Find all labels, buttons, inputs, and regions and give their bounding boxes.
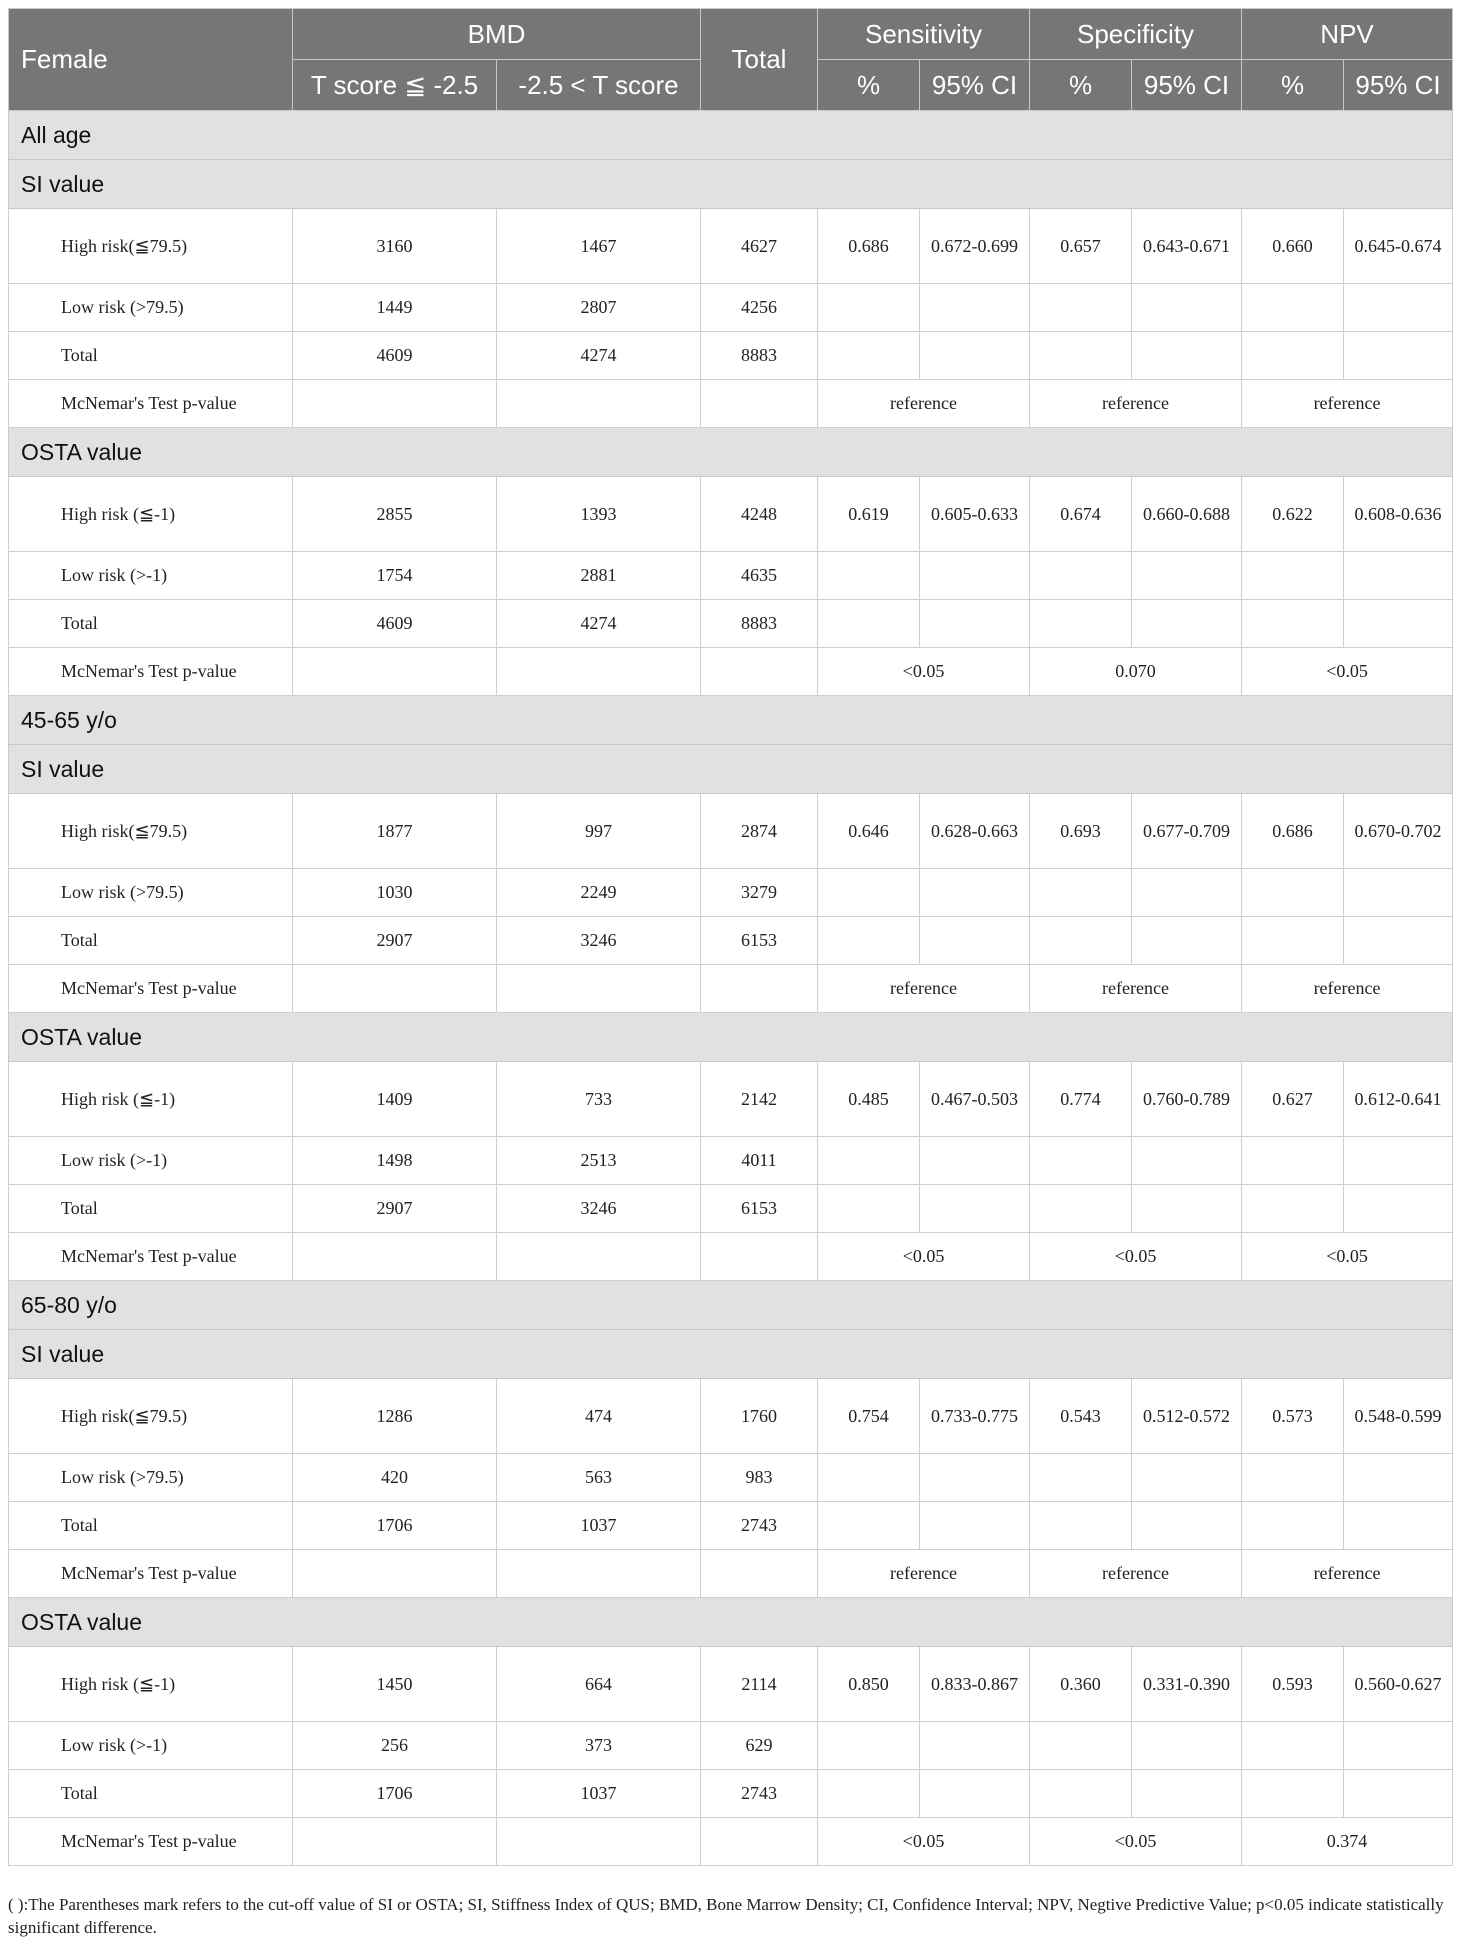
cell-pvalue-npv: <0.05 xyxy=(1242,648,1453,696)
table-body xyxy=(9,111,1453,1866)
cell-sensitivity-ci: 0.467-0.503 xyxy=(920,1062,1030,1137)
table-row xyxy=(9,209,1453,284)
row-label: Low risk (>79.5) xyxy=(9,284,293,332)
cell-empty xyxy=(818,332,920,380)
cell-bmd-t-high: 733 xyxy=(497,1062,701,1137)
cell-npv-pct: 0.573 xyxy=(1242,1379,1344,1454)
cell-empty xyxy=(818,917,920,965)
cell-sensitivity-ci: 0.833-0.867 xyxy=(920,1647,1030,1722)
header-specificity: Specificity xyxy=(1030,9,1242,60)
cell-empty xyxy=(701,1550,818,1598)
cell-empty xyxy=(701,965,818,1013)
results-table-container xyxy=(8,8,1452,1866)
table-row xyxy=(9,965,1453,1013)
row-label: Total xyxy=(9,332,293,380)
cell-npv-pct: 0.686 xyxy=(1242,794,1344,869)
subsection-header xyxy=(9,1013,1453,1062)
cell-empty xyxy=(293,1233,497,1281)
cell-empty xyxy=(293,1818,497,1866)
cell-bmd-t-low: 420 xyxy=(293,1454,497,1502)
cell-pvalue-specificity: reference xyxy=(1030,380,1242,428)
cell-pvalue-specificity: reference xyxy=(1030,1550,1242,1598)
header-npv: NPV xyxy=(1242,9,1453,60)
cell-empty xyxy=(1344,1185,1453,1233)
cell-specificity-pct: 0.360 xyxy=(1030,1647,1132,1722)
row-label: Low risk (>-1) xyxy=(9,1137,293,1185)
cell-empty xyxy=(818,1722,920,1770)
cell-bmd-t-low: 1030 xyxy=(293,869,497,917)
cell-bmd-t-high: 664 xyxy=(497,1647,701,1722)
subsection-title: OSTA value xyxy=(9,428,1453,477)
cell-bmd-t-low: 2907 xyxy=(293,1185,497,1233)
cell-empty xyxy=(818,1185,920,1233)
cell-bmd-t-low: 1449 xyxy=(293,284,497,332)
cell-npv-ci: 0.608-0.636 xyxy=(1344,477,1453,552)
cell-bmd-t-high: 474 xyxy=(497,1379,701,1454)
header-npv-pct: % xyxy=(1242,60,1344,111)
cell-empty xyxy=(497,1550,701,1598)
cell-empty xyxy=(1242,552,1344,600)
row-label: Total xyxy=(9,1770,293,1818)
cell-specificity-pct: 0.657 xyxy=(1030,209,1132,284)
cell-bmd-t-high: 1037 xyxy=(497,1502,701,1550)
table-row xyxy=(9,332,1453,380)
cell-empty xyxy=(1132,869,1242,917)
cell-empty xyxy=(1030,1502,1132,1550)
section-title: 65-80 y/o xyxy=(9,1281,1453,1330)
header-t-score-high: -2.5 < T score xyxy=(497,60,701,111)
cell-npv-pct: 0.593 xyxy=(1242,1647,1344,1722)
cell-total: 8883 xyxy=(701,332,818,380)
cell-pvalue-sensitivity: <0.05 xyxy=(818,1818,1030,1866)
table-row xyxy=(9,1647,1453,1722)
cell-sensitivity-pct: 0.646 xyxy=(818,794,920,869)
cell-empty xyxy=(701,648,818,696)
cell-sensitivity-ci: 0.672-0.699 xyxy=(920,209,1030,284)
row-label: High risk(≦79.5) xyxy=(9,794,293,869)
cell-empty xyxy=(1242,1185,1344,1233)
section-header xyxy=(9,696,1453,745)
cell-empty xyxy=(1344,552,1453,600)
subsection-title: OSTA value xyxy=(9,1598,1453,1647)
cell-pvalue-specificity: 0.070 xyxy=(1030,648,1242,696)
cell-empty xyxy=(920,332,1030,380)
cell-pvalue-sensitivity: reference xyxy=(818,380,1030,428)
cell-empty xyxy=(818,284,920,332)
cell-total: 4011 xyxy=(701,1137,818,1185)
cell-empty xyxy=(1132,1722,1242,1770)
section-title: 45-65 y/o xyxy=(9,696,1453,745)
subsection-header xyxy=(9,1598,1453,1647)
cell-bmd-t-low: 1754 xyxy=(293,552,497,600)
cell-bmd-t-low: 3160 xyxy=(293,209,497,284)
cell-empty xyxy=(1344,1722,1453,1770)
cell-empty xyxy=(1132,332,1242,380)
subsection-header xyxy=(9,1330,1453,1379)
cell-total: 4256 xyxy=(701,284,818,332)
cell-empty xyxy=(818,1137,920,1185)
cell-empty xyxy=(293,1550,497,1598)
cell-bmd-t-high: 2513 xyxy=(497,1137,701,1185)
cell-pvalue-npv: reference xyxy=(1242,965,1453,1013)
cell-pvalue-npv: reference xyxy=(1242,380,1453,428)
cell-empty xyxy=(1242,284,1344,332)
cell-bmd-t-low: 256 xyxy=(293,1722,497,1770)
cell-total: 2743 xyxy=(701,1502,818,1550)
cell-sensitivity-ci: 0.628-0.663 xyxy=(920,794,1030,869)
cell-empty xyxy=(1030,1770,1132,1818)
cell-specificity-ci: 0.512-0.572 xyxy=(1132,1379,1242,1454)
cell-total: 2743 xyxy=(701,1770,818,1818)
cell-empty xyxy=(818,552,920,600)
cell-total: 629 xyxy=(701,1722,818,1770)
cell-pvalue-specificity: <0.05 xyxy=(1030,1818,1242,1866)
header-sensitivity-ci: 95% CI xyxy=(920,60,1030,111)
cell-npv-ci: 0.645-0.674 xyxy=(1344,209,1453,284)
cell-empty xyxy=(920,1502,1030,1550)
cell-empty xyxy=(701,1818,818,1866)
cell-bmd-t-low: 4609 xyxy=(293,332,497,380)
row-label: McNemar's Test p-value xyxy=(9,965,293,1013)
cell-bmd-t-high: 1393 xyxy=(497,477,701,552)
cell-sensitivity-pct: 0.850 xyxy=(818,1647,920,1722)
cell-total: 3279 xyxy=(701,869,818,917)
cell-empty xyxy=(293,965,497,1013)
cell-bmd-t-high: 1037 xyxy=(497,1770,701,1818)
cell-pvalue-npv: <0.05 xyxy=(1242,1233,1453,1281)
cell-empty xyxy=(1030,869,1132,917)
cell-pvalue-sensitivity: reference xyxy=(818,965,1030,1013)
cell-empty xyxy=(920,1454,1030,1502)
cell-empty xyxy=(497,1233,701,1281)
cell-npv-ci: 0.560-0.627 xyxy=(1344,1647,1453,1722)
table-row xyxy=(9,284,1453,332)
cell-empty xyxy=(1030,284,1132,332)
cell-bmd-t-low: 1877 xyxy=(293,794,497,869)
cell-empty xyxy=(1132,552,1242,600)
subsection-header xyxy=(9,745,1453,794)
cell-empty xyxy=(1344,332,1453,380)
cell-empty xyxy=(1242,332,1344,380)
row-label: Total xyxy=(9,600,293,648)
cell-bmd-t-low: 1409 xyxy=(293,1062,497,1137)
table-row xyxy=(9,1233,1453,1281)
cell-sensitivity-pct: 0.686 xyxy=(818,209,920,284)
cell-empty xyxy=(1242,917,1344,965)
cell-bmd-t-low: 1498 xyxy=(293,1137,497,1185)
table-row xyxy=(9,1379,1453,1454)
cell-bmd-t-high: 4274 xyxy=(497,332,701,380)
row-label: McNemar's Test p-value xyxy=(9,648,293,696)
cell-empty xyxy=(1242,1137,1344,1185)
cell-empty xyxy=(1030,1722,1132,1770)
cell-specificity-pct: 0.674 xyxy=(1030,477,1132,552)
cell-empty xyxy=(920,1770,1030,1818)
cell-empty xyxy=(920,552,1030,600)
subsection-header xyxy=(9,160,1453,209)
subsection-title: SI value xyxy=(9,1330,1453,1379)
row-label: Total xyxy=(9,1502,293,1550)
section-header xyxy=(9,111,1453,160)
subsection-title: SI value xyxy=(9,160,1453,209)
cell-bmd-t-low: 2855 xyxy=(293,477,497,552)
cell-total: 2114 xyxy=(701,1647,818,1722)
cell-empty xyxy=(1030,1185,1132,1233)
cell-bmd-t-high: 3246 xyxy=(497,917,701,965)
cell-specificity-pct: 0.693 xyxy=(1030,794,1132,869)
cell-empty xyxy=(1132,917,1242,965)
cell-empty xyxy=(1344,869,1453,917)
subsection-header xyxy=(9,428,1453,477)
cell-bmd-t-high: 3246 xyxy=(497,1185,701,1233)
cell-specificity-ci: 0.677-0.709 xyxy=(1132,794,1242,869)
cell-empty xyxy=(701,1233,818,1281)
cell-empty xyxy=(920,284,1030,332)
table-row xyxy=(9,1137,1453,1185)
row-label: Low risk (>79.5) xyxy=(9,1454,293,1502)
cell-bmd-t-high: 2807 xyxy=(497,284,701,332)
cell-empty xyxy=(1030,600,1132,648)
table-row xyxy=(9,869,1453,917)
cell-empty xyxy=(1132,600,1242,648)
table-row xyxy=(9,917,1453,965)
cell-pvalue-sensitivity: <0.05 xyxy=(818,648,1030,696)
cell-empty xyxy=(497,648,701,696)
cell-empty xyxy=(920,869,1030,917)
cell-bmd-t-high: 4274 xyxy=(497,600,701,648)
row-label: Total xyxy=(9,917,293,965)
cell-sensitivity-ci: 0.605-0.633 xyxy=(920,477,1030,552)
row-label: McNemar's Test p-value xyxy=(9,1233,293,1281)
cell-bmd-t-high: 997 xyxy=(497,794,701,869)
cell-empty xyxy=(1344,284,1453,332)
row-label: Low risk (>-1) xyxy=(9,1722,293,1770)
row-label: McNemar's Test p-value xyxy=(9,1550,293,1598)
cell-empty xyxy=(1344,1454,1453,1502)
cell-pvalue-sensitivity: <0.05 xyxy=(818,1233,1030,1281)
row-label: High risk (≦-1) xyxy=(9,1062,293,1137)
cell-pvalue-npv: 0.374 xyxy=(1242,1818,1453,1866)
cell-empty xyxy=(1344,600,1453,648)
cell-bmd-t-high: 563 xyxy=(497,1454,701,1502)
row-label: McNemar's Test p-value xyxy=(9,1818,293,1866)
cell-empty xyxy=(818,1502,920,1550)
cell-pvalue-specificity: <0.05 xyxy=(1030,1233,1242,1281)
table-row xyxy=(9,1454,1453,1502)
cell-bmd-t-low: 1706 xyxy=(293,1770,497,1818)
cell-empty xyxy=(818,869,920,917)
cell-empty xyxy=(1030,552,1132,600)
row-label: High risk(≦79.5) xyxy=(9,209,293,284)
cell-pvalue-sensitivity: reference xyxy=(818,1550,1030,1598)
cell-empty xyxy=(920,1185,1030,1233)
cell-empty xyxy=(497,965,701,1013)
cell-specificity-pct: 0.543 xyxy=(1030,1379,1132,1454)
cell-bmd-t-high: 1467 xyxy=(497,209,701,284)
cell-empty xyxy=(1132,1137,1242,1185)
cell-total: 1760 xyxy=(701,1379,818,1454)
cell-pvalue-specificity: reference xyxy=(1030,965,1242,1013)
header-total: Total xyxy=(701,9,818,111)
cell-empty xyxy=(1132,1185,1242,1233)
table-row xyxy=(9,1818,1453,1866)
table-row xyxy=(9,648,1453,696)
cell-empty xyxy=(1030,1137,1132,1185)
table-row xyxy=(9,1185,1453,1233)
header-bmd: BMD xyxy=(293,9,701,60)
cell-bmd-t-high: 373 xyxy=(497,1722,701,1770)
table-footnote: ( ):The Parentheses mark refers to the cut-off value of SI or OSTA; SI, Stiffness Index of QUS; BMD, Bone Marrow Density; CI, Confidence Interval; NPV, Negtive Predictive Value; p<0.05 indicate statistically significant difference. xyxy=(8,1895,1444,1937)
table-row xyxy=(9,1062,1453,1137)
cell-sensitivity-pct: 0.485 xyxy=(818,1062,920,1137)
header-specificity-ci: 95% CI xyxy=(1132,60,1242,111)
cell-sensitivity-ci: 0.733-0.775 xyxy=(920,1379,1030,1454)
cell-empty xyxy=(818,1770,920,1818)
cell-empty xyxy=(818,600,920,648)
cell-empty xyxy=(920,917,1030,965)
table-row xyxy=(9,600,1453,648)
cell-npv-ci: 0.670-0.702 xyxy=(1344,794,1453,869)
section-header xyxy=(9,1281,1453,1330)
cell-empty xyxy=(1242,1722,1344,1770)
cell-specificity-ci: 0.760-0.789 xyxy=(1132,1062,1242,1137)
header-sensitivity-pct: % xyxy=(818,60,920,111)
cell-total: 983 xyxy=(701,1454,818,1502)
cell-empty xyxy=(818,1454,920,1502)
table-row xyxy=(9,380,1453,428)
cell-npv-pct: 0.627 xyxy=(1242,1062,1344,1137)
row-label: Total xyxy=(9,1185,293,1233)
table-row xyxy=(9,1770,1453,1818)
cell-empty xyxy=(497,380,701,428)
cell-empty xyxy=(1344,1770,1453,1818)
cell-empty xyxy=(920,1137,1030,1185)
cell-npv-ci: 0.548-0.599 xyxy=(1344,1379,1453,1454)
cell-bmd-t-high: 2249 xyxy=(497,869,701,917)
cell-specificity-ci: 0.331-0.390 xyxy=(1132,1647,1242,1722)
table-row xyxy=(9,794,1453,869)
cell-empty xyxy=(1132,1454,1242,1502)
cell-empty xyxy=(1344,1502,1453,1550)
cell-empty xyxy=(920,600,1030,648)
row-label: McNemar's Test p-value xyxy=(9,380,293,428)
header-specificity-pct: % xyxy=(1030,60,1132,111)
cell-pvalue-npv: reference xyxy=(1242,1550,1453,1598)
header-npv-ci: 95% CI xyxy=(1344,60,1453,111)
table-header xyxy=(9,9,1453,111)
table-row xyxy=(9,1550,1453,1598)
cell-npv-pct: 0.622 xyxy=(1242,477,1344,552)
cell-specificity-ci: 0.643-0.671 xyxy=(1132,209,1242,284)
cell-total: 4248 xyxy=(701,477,818,552)
results-table xyxy=(8,8,1453,1866)
cell-sensitivity-pct: 0.619 xyxy=(818,477,920,552)
header-female: Female xyxy=(9,9,293,111)
cell-total: 4627 xyxy=(701,209,818,284)
header-t-score-low: T score ≦ -2.5 xyxy=(293,60,497,111)
cell-empty xyxy=(1242,1502,1344,1550)
cell-empty xyxy=(1132,284,1242,332)
cell-empty xyxy=(1132,1502,1242,1550)
cell-empty xyxy=(1242,600,1344,648)
cell-empty xyxy=(1030,917,1132,965)
cell-empty xyxy=(1344,1137,1453,1185)
cell-empty xyxy=(701,380,818,428)
cell-bmd-t-low: 1706 xyxy=(293,1502,497,1550)
cell-total: 8883 xyxy=(701,600,818,648)
cell-bmd-t-high: 2881 xyxy=(497,552,701,600)
cell-empty xyxy=(1242,869,1344,917)
cell-empty xyxy=(1242,1770,1344,1818)
cell-empty xyxy=(1030,1454,1132,1502)
cell-specificity-pct: 0.774 xyxy=(1030,1062,1132,1137)
header-sensitivity: Sensitivity xyxy=(818,9,1030,60)
cell-bmd-t-low: 1286 xyxy=(293,1379,497,1454)
cell-sensitivity-pct: 0.754 xyxy=(818,1379,920,1454)
cell-total: 6153 xyxy=(701,1185,818,1233)
row-label: Low risk (>79.5) xyxy=(9,869,293,917)
cell-empty xyxy=(497,1818,701,1866)
cell-npv-pct: 0.660 xyxy=(1242,209,1344,284)
cell-empty xyxy=(1242,1454,1344,1502)
section-title: All age xyxy=(9,111,1453,160)
cell-specificity-ci: 0.660-0.688 xyxy=(1132,477,1242,552)
cell-npv-ci: 0.612-0.641 xyxy=(1344,1062,1453,1137)
cell-total: 6153 xyxy=(701,917,818,965)
table-row xyxy=(9,552,1453,600)
cell-empty xyxy=(1344,917,1453,965)
cell-empty xyxy=(293,380,497,428)
cell-total: 2874 xyxy=(701,794,818,869)
cell-empty xyxy=(1132,1770,1242,1818)
cell-total: 4635 xyxy=(701,552,818,600)
cell-bmd-t-low: 4609 xyxy=(293,600,497,648)
cell-empty xyxy=(293,648,497,696)
table-row xyxy=(9,1502,1453,1550)
row-label: High risk (≦-1) xyxy=(9,1647,293,1722)
subsection-title: OSTA value xyxy=(9,1013,1453,1062)
subsection-title: SI value xyxy=(9,745,1453,794)
cell-empty xyxy=(1030,332,1132,380)
cell-total: 2142 xyxy=(701,1062,818,1137)
cell-empty xyxy=(920,1722,1030,1770)
cell-bmd-t-low: 1450 xyxy=(293,1647,497,1722)
cell-bmd-t-low: 2907 xyxy=(293,917,497,965)
row-label: Low risk (>-1) xyxy=(9,552,293,600)
row-label: High risk(≦79.5) xyxy=(9,1379,293,1454)
table-row xyxy=(9,477,1453,552)
table-row xyxy=(9,1722,1453,1770)
row-label: High risk (≦-1) xyxy=(9,477,293,552)
